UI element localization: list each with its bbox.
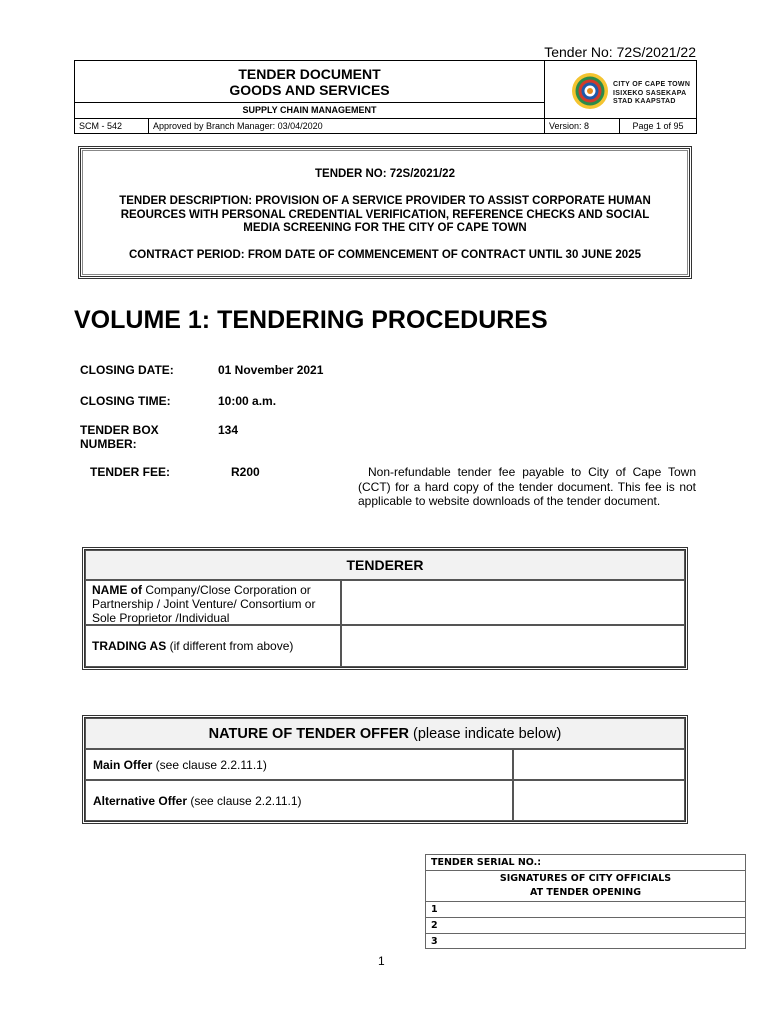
nature-heading-bold: NATURE OF TENDER OFFER xyxy=(208,726,409,742)
version: Version: 8 xyxy=(545,119,620,134)
signatures-heading xyxy=(426,871,745,902)
logo-line-2: ISIXEKO SASEKAPA xyxy=(613,89,687,97)
header-subtitle: SUPPLY CHAIN MANAGEMENT xyxy=(75,103,545,119)
description-line-3: MEDIA SCREENING FOR THE CITY OF CAPE TOWN xyxy=(243,222,527,234)
nature-of-offer-table xyxy=(82,715,688,824)
tender-box-label xyxy=(80,423,159,451)
alternative-offer-field[interactable] xyxy=(513,780,685,821)
description-line-1: TENDER DESCRIPTION: PROVISION OF A SERVICE PROVIDER TO ASSIST CORPORATE HUMAN xyxy=(119,195,651,207)
tender-fee-label: TENDER FEE: xyxy=(90,465,171,479)
company-name-label-bold: NAME of xyxy=(92,583,142,597)
alternative-offer-label-bold: Alternative Offer xyxy=(93,794,188,808)
closing-time-label: CLOSING TIME: xyxy=(80,394,171,408)
tender-fee-note-text: Non-refundable tender fee payable to City of Cape Town (CCT) for a hard copy of the tender document. This fee is not applicable to website downloads of the tender document. xyxy=(358,465,696,508)
document-header xyxy=(74,60,697,134)
page-count: Page 1 of 95 xyxy=(632,121,684,131)
nature-heading xyxy=(85,718,685,749)
company-name-label-rest: Company/Close Corporation or Partnership / Joint Venture/ Consortium or Sole Proprietor /Individual xyxy=(92,583,316,625)
signatures-heading-line-2: AT TENDER OPENING xyxy=(529,887,642,898)
nature-heading-rest: (please indicate below) xyxy=(408,726,562,742)
page-number: 1 xyxy=(378,954,385,968)
alternative-offer-label-rest: (see clause 2.2.11.1) xyxy=(187,794,302,808)
approved-by: Approved by Branch Manager: 03/04/2020 xyxy=(149,119,545,134)
trading-as-field[interactable] xyxy=(341,625,685,667)
city-logo-icon xyxy=(571,72,609,110)
serial-title: TENDER SERIAL NO.: xyxy=(426,855,745,871)
title-line-2: GOODS AND SERVICES xyxy=(229,82,390,98)
tender-info-box xyxy=(78,146,692,279)
description-line-2: REOURCES WITH PERSONAL CREDENTIAL VERIFICATION, REFERENCE CHECKS AND SOCIAL xyxy=(120,208,650,221)
closing-time-value: 10:00 a.m. xyxy=(218,394,277,408)
alternative-offer-label xyxy=(85,780,513,821)
main-offer-label xyxy=(85,749,513,780)
closing-date-label: CLOSING DATE: xyxy=(80,363,174,377)
main-offer-field[interactable] xyxy=(513,749,685,780)
tenderer-heading: TENDERER xyxy=(85,550,685,580)
title-line-1: TENDER DOCUMENT xyxy=(238,66,381,82)
tenderer-table xyxy=(82,547,688,670)
header-meta-row xyxy=(75,119,696,134)
tender-description xyxy=(89,195,681,236)
tender-fee-value: R200 xyxy=(231,465,260,479)
city-logo-text xyxy=(613,81,690,107)
tender-box-label-1: TENDER BOX xyxy=(80,423,159,437)
signatures-heading-line-1: SIGNATURES OF CITY OFFICIALS xyxy=(499,873,672,884)
scm-code: SCM - 542 xyxy=(75,119,149,134)
volume-title: VOLUME 1: TENDERING PROCEDURES xyxy=(74,306,548,334)
tender-fee-note xyxy=(358,465,696,509)
city-logo xyxy=(545,61,697,119)
tender-box-value: 134 xyxy=(218,423,239,437)
tender-number-top: Tender No: 72S/2021/22 xyxy=(544,44,696,60)
trading-as-label-bold: TRADING AS xyxy=(92,639,167,653)
signature-row-3[interactable]: 3 xyxy=(431,936,438,947)
signature-row-1[interactable]: 1 xyxy=(426,902,745,918)
tender-box-label-2: NUMBER: xyxy=(80,437,137,451)
contract-period: CONTRACT PERIOD: FROM DATE OF COMMENCEMENT OF CONTRACT UNTIL 30 JUNE 2025 xyxy=(129,249,641,261)
closing-date-value: 01 November 2021 xyxy=(218,363,324,377)
logo-line-1: CITY OF CAPE TOWN xyxy=(613,81,691,88)
main-offer-label-rest: (see clause 2.2.11.1) xyxy=(152,758,267,772)
main-offer-label-bold: Main Offer xyxy=(93,758,153,772)
info-tender-no: TENDER NO: 72S/2021/22 xyxy=(315,168,455,180)
trading-as-label-rest: (if different from above) xyxy=(166,639,294,653)
company-name-label xyxy=(85,580,341,625)
logo-line-3: STAD KAAPSTAD xyxy=(613,98,676,105)
company-name-field[interactable] xyxy=(341,580,685,625)
signature-row-2[interactable]: 2 xyxy=(426,918,745,934)
tender-serial-table xyxy=(425,854,746,949)
trading-as-label xyxy=(85,625,341,667)
header-title xyxy=(75,61,545,103)
